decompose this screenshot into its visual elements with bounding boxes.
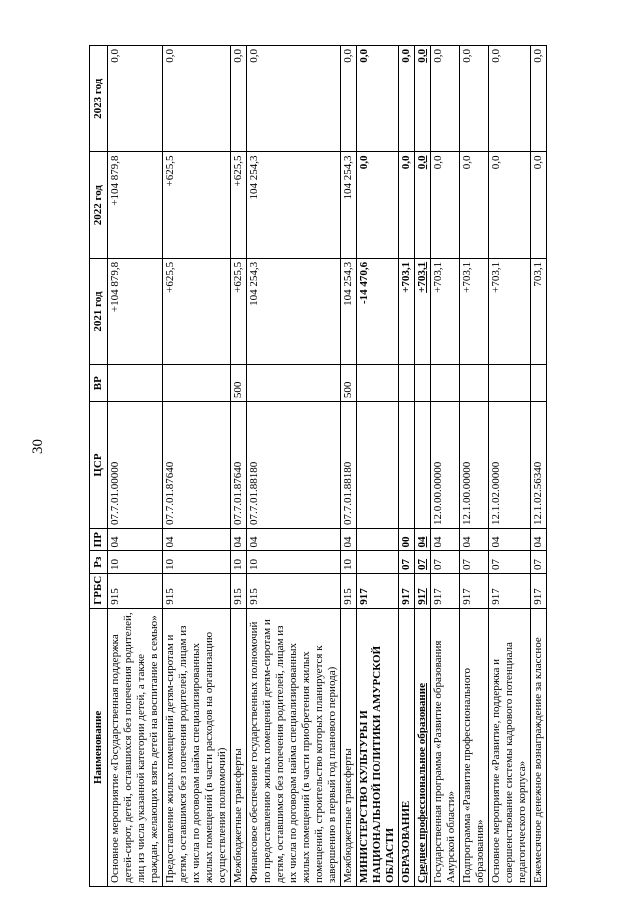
cell-rz: 07	[431, 551, 460, 574]
cell-2021: 104 254,3	[341, 258, 357, 364]
cell-2022: 0,0	[399, 152, 415, 258]
column-header: 2023 год	[90, 46, 108, 152]
cell-csr: 07.7.01.87640	[231, 402, 247, 529]
cell-2023: 0,0	[247, 46, 341, 152]
cell-csr: 07.7.01.88180	[247, 402, 341, 529]
cell-csr: 12.1.02.00000	[489, 402, 531, 529]
column-header: 2021 год	[90, 258, 108, 364]
cell-pr: 04	[431, 528, 460, 551]
cell-grbs: 917	[415, 573, 431, 608]
cell-pr: 04	[489, 528, 531, 551]
table-row	[247, 46, 341, 887]
cell-2023: 0,0	[460, 46, 489, 152]
cell-grbs: 917	[399, 573, 415, 608]
cell-rz: 10	[108, 551, 163, 574]
cell-2021: +625,5	[231, 258, 247, 364]
cell-csr: 07.7.01.00000	[108, 402, 163, 529]
table-row	[231, 46, 247, 887]
cell-grbs: 915	[163, 573, 231, 608]
cell-2022: +625,5	[231, 152, 247, 258]
cell-pr: 04	[247, 528, 341, 551]
cell-2021: +625,5	[163, 258, 231, 364]
column-header: ГРБС	[90, 573, 108, 608]
cell-grbs: 917	[489, 573, 531, 608]
cell-pr: 04	[341, 528, 357, 551]
cell-name: Подпрограмма «Развитие профессионального образования»	[460, 608, 489, 886]
cell-2021: 104 254,3	[247, 258, 341, 364]
cell-name: Межбюджетные трансферты	[341, 608, 357, 886]
cell-vr	[415, 365, 431, 402]
cell-rz: 07	[399, 551, 415, 574]
cell-2022: 0,0	[531, 152, 547, 258]
cell-grbs: 915	[231, 573, 247, 608]
cell-2021: -14 470,6	[357, 258, 399, 364]
cell-vr	[163, 365, 231, 402]
cell-vr	[489, 365, 531, 402]
cell-rz: 10	[163, 551, 231, 574]
cell-name: МИНИСТЕРСТВО КУЛЬТУРЫ И НАЦИОНАЛЬНОЙ ПОЛИТИКИ АМУРСКОЙ ОБЛАСТИ	[357, 608, 399, 886]
cell-2022: 104 254,3	[341, 152, 357, 258]
cell-2021: +703,1	[489, 258, 531, 364]
cell-vr: 500	[231, 365, 247, 402]
budget-table	[89, 45, 547, 887]
cell-csr	[399, 402, 415, 529]
column-header: 2022 год	[90, 152, 108, 258]
column-header: ПР	[90, 528, 108, 551]
cell-2023: 0,0	[231, 46, 247, 152]
cell-2022: 104 254,3	[247, 152, 341, 258]
rotated-table-container	[89, 45, 611, 887]
cell-name: Основное мероприятие «Государственная поддержка детей-сирот, детей, оставшихся без попечения родителей, лиц из числа указанной категории детей, а также граждан, желающих взять детей на воспитание в семью»	[108, 608, 163, 886]
cell-2021: 703,1	[531, 258, 547, 364]
cell-grbs: 917	[357, 573, 399, 608]
cell-csr: 12.0.00.00000	[431, 402, 460, 529]
cell-grbs: 917	[460, 573, 489, 608]
table-row	[460, 46, 489, 887]
cell-2022: 0,0	[431, 152, 460, 258]
cell-pr: 04	[531, 528, 547, 551]
cell-2022: 0,0	[357, 152, 399, 258]
cell-rz	[357, 551, 399, 574]
cell-2021: +703,1	[415, 258, 431, 364]
cell-2023: 0,0	[163, 46, 231, 152]
cell-rz: 10	[231, 551, 247, 574]
cell-2022: 0,0	[415, 152, 431, 258]
cell-name: ОБРАЗОВАНИЕ	[399, 608, 415, 886]
cell-2023: 0,0	[357, 46, 399, 152]
column-header: ЦСР	[90, 402, 108, 529]
cell-csr	[415, 402, 431, 529]
table-row	[108, 46, 163, 887]
cell-pr: 00	[399, 528, 415, 551]
cell-grbs: 917	[431, 573, 460, 608]
cell-vr	[399, 365, 415, 402]
cell-grbs: 915	[108, 573, 163, 608]
column-header: Наименование	[90, 608, 108, 886]
cell-name: Ежемесячное денежное вознаграждение за классное	[531, 608, 547, 886]
cell-pr: 04	[108, 528, 163, 551]
cell-name: Среднее профессиональное образование	[415, 608, 431, 886]
cell-2022: 0,0	[460, 152, 489, 258]
cell-2021: +703,1	[460, 258, 489, 364]
cell-grbs: 917	[531, 573, 547, 608]
cell-2023: 0,0	[431, 46, 460, 152]
cell-pr: 04	[163, 528, 231, 551]
cell-2022: 0,0	[489, 152, 531, 258]
cell-2021: +703,1	[431, 258, 460, 364]
cell-csr: 07.7.01.87640	[163, 402, 231, 529]
cell-vr	[460, 365, 489, 402]
table-row	[489, 46, 531, 887]
cell-csr: 12.1.00.00000	[460, 402, 489, 529]
cell-rz: 07	[489, 551, 531, 574]
cell-vr	[531, 365, 547, 402]
cell-csr: 07.7.01.88180	[341, 402, 357, 529]
table-row	[357, 46, 399, 887]
cell-2023: 0,0	[341, 46, 357, 152]
cell-pr: 04	[231, 528, 247, 551]
cell-2022: +625,5	[163, 152, 231, 258]
cell-2023: 0,0	[489, 46, 531, 152]
cell-name: Финансовое обеспечение государственных полномочий по предоставлению жилых помещений детям-сиротам и детям, оставшимся без попечения родителей, лицам из их числа по договорам найма специализированных жилых помещений (в части приобретения жилых помещений, строительство которых планируется к завершению в первый год планового периода)	[247, 608, 341, 886]
table-header-row	[90, 46, 108, 887]
page-number: 30	[30, 439, 46, 454]
cell-name: Межбюджетные трансферты	[231, 608, 247, 886]
cell-name: Государственная программа «Развитие образования Амурской области»	[431, 608, 460, 886]
cell-name: Основное мероприятие «Развитие, поддержка и совершенствование системы кадрового потенциала педагогического корпуса»	[489, 608, 531, 886]
cell-rz: 07	[415, 551, 431, 574]
cell-2022: +104 879,8	[108, 152, 163, 258]
table-row	[415, 46, 431, 887]
cell-vr	[357, 365, 399, 402]
cell-vr	[108, 365, 163, 402]
cell-vr	[431, 365, 460, 402]
cell-pr: 04	[460, 528, 489, 551]
table-row	[163, 46, 231, 887]
cell-grbs: 915	[247, 573, 341, 608]
table-row	[399, 46, 415, 887]
column-header: Рз	[90, 551, 108, 574]
cell-2023: 0,0	[108, 46, 163, 152]
cell-rz: 10	[341, 551, 357, 574]
cell-name: Предоставление жилых помещений детям-сиротам и детям, оставшимся без попечения родителей, лицам из их числа по договорам найма специализированных жилых помещений (в части расходов на организацию осуществления полномочий)	[163, 608, 231, 886]
cell-rz: 07	[531, 551, 547, 574]
cell-pr: 04	[415, 528, 431, 551]
cell-vr: 500	[341, 365, 357, 402]
cell-grbs: 915	[341, 573, 357, 608]
table-row	[531, 46, 547, 887]
cell-rz: 07	[460, 551, 489, 574]
cell-2023: 0,0	[531, 46, 547, 152]
cell-2023: 0,0	[399, 46, 415, 152]
cell-2021: +104 879,8	[108, 258, 163, 364]
column-header: ВР	[90, 365, 108, 402]
table-row	[341, 46, 357, 887]
cell-rz: 10	[247, 551, 341, 574]
cell-vr	[247, 365, 341, 402]
cell-csr: 12.1.02.56340	[531, 402, 547, 529]
table-row	[431, 46, 460, 887]
cell-2021: +703,1	[399, 258, 415, 364]
cell-pr	[357, 528, 399, 551]
cell-2023: 0,0	[415, 46, 431, 152]
cell-csr	[357, 402, 399, 529]
